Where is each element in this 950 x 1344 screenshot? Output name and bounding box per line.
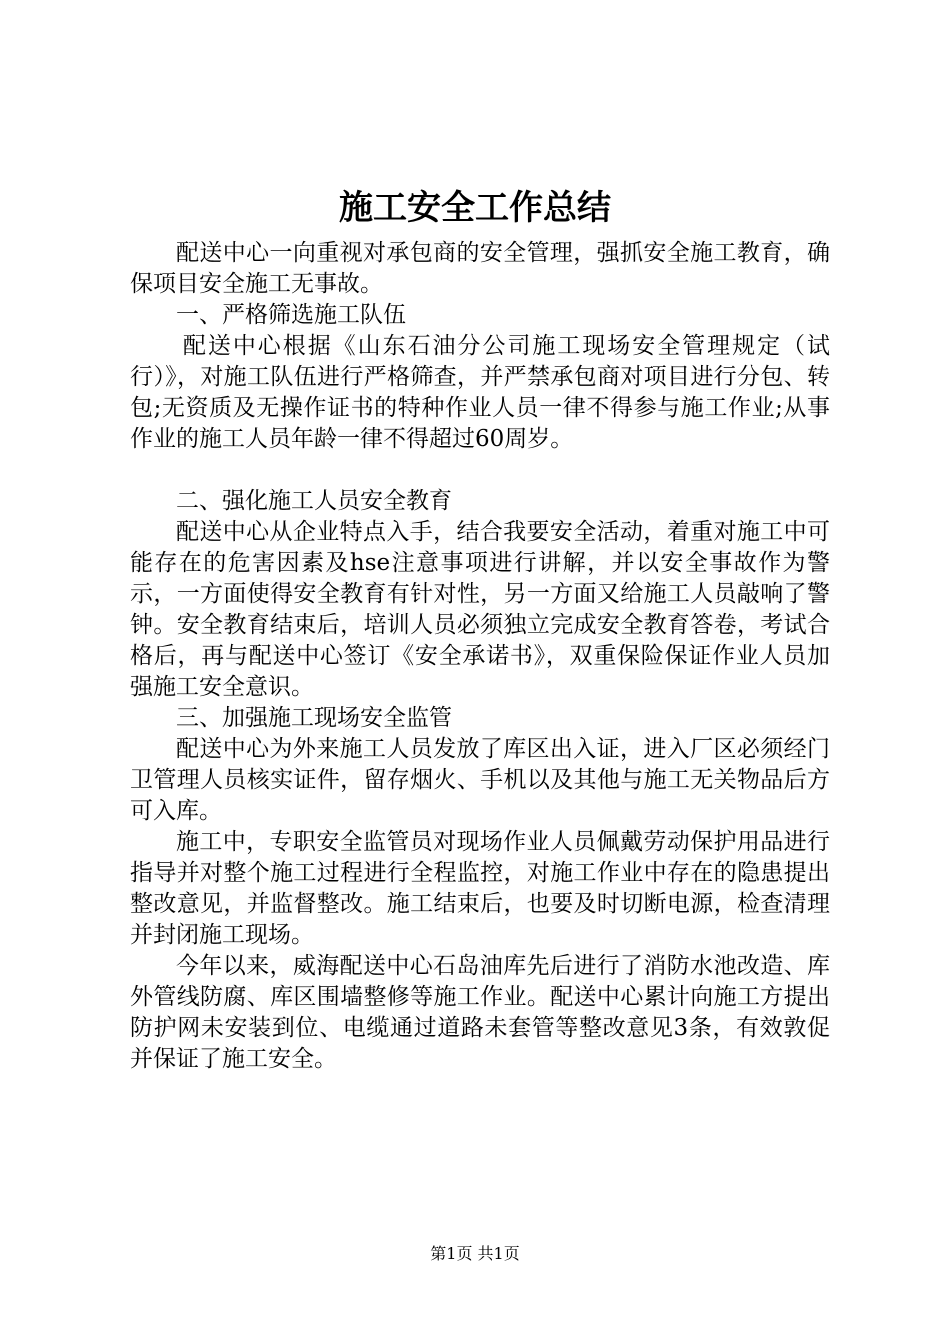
- paragraph-section-3b: 施工中，专职安全监管员对现场作业人员佩戴劳动保护用品进行指导并对整个施工过程进行全程监控，对施工作业中存在的隐患提出整改意见，并监督整改。施工结束后，也要及时切断电源，检查清理并封闭施工现场。: [130, 829, 830, 948]
- paragraph-section-3a: 配送中心为外来施工人员发放了库区出入证，进入厂区必须经门卫管理人员核实证件，留存烟火、手机以及其他与施工无关物品后方可入库。: [130, 736, 830, 824]
- paragraph-intro: 配送中心一向重视对承包商的安全管理，强抓安全施工教育，确保项目安全施工无事故。: [130, 240, 830, 297]
- section-heading-2: 二、强化施工人员安全教育: [176, 488, 452, 514]
- section-heading-3: 三、加强施工现场安全监管: [176, 705, 452, 731]
- document-body: [130, 238, 830, 1075]
- document-title: 施工安全工作总结: [339, 188, 611, 228]
- paragraph-section-3c: 今年以来，威海配送中心石岛油库先后进行了消防水池改造、库外管线防腐、库区围墙整修等施工作业。配送中心累计向施工方提出防护网未安装到位、电缆通过道路未套管等整改意见3条，有效敦促并保证了施工安全。: [130, 953, 830, 1072]
- page-footer: 第1页 共1页: [430, 1244, 520, 1263]
- section-heading-1: 一、严格筛选施工队伍: [176, 302, 406, 328]
- paragraph-section-2: 配送中心从企业特点入手，结合我要安全活动，着重对施工中可能存在的危害因素及hse注意事项进行讲解，并以安全事故作为警示，一方面使得安全教育有针对性，另一方面又给施工人员敲响了警钟。安全教育结束后，培训人员必须独立完成安全教育答卷，考试合格后，再与配送中心签订《安全承诺书》，双重保险保证作业人员加强施工安全意识。: [130, 519, 830, 700]
- paragraph-section-1: 配送中心根据《山东石油分公司施工现场安全管理规定（试行）》，对施工队伍进行严格筛查，并严禁承包商对项目进行分包、转包;无资质及无操作证书的特种作业人员一律不得参与施工作业;从事作业的施工人员年龄一律不得超过60周岁。: [130, 333, 830, 452]
